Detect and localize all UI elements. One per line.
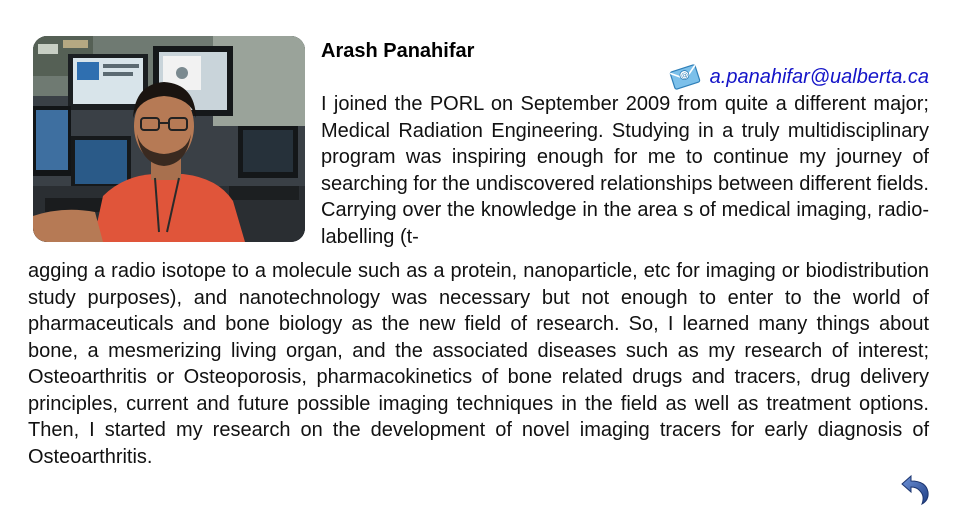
return-arrow-icon[interactable] bbox=[898, 474, 932, 506]
bio-paragraph-bottom: agging a radio isotope to a molecule such as a protein, nanoparticle, etc for imaging or biodistribution study purposes), and nanotechnology was necessary but not enough to enter to the world of pharmaceuticals and bone biology as the new field of research. So, I learned many things about bone, a mesmerizing living organ, and the associated diseases such as my research of interest; Osteoarthritis or Osteoporosis, pharmacokinetics of bone related drugs and tracers, drug delivery principles, current and future possible imaging techniques in the field as well as treatment options. Then, I started my research on the development of novel imaging tracers for early diagnosis of Osteoarthritis. bbox=[28, 260, 929, 468]
svg-text:@: @ bbox=[679, 70, 689, 81]
bio-paragraph-top: I joined the PORL on September 2009 from quite a different major; Medical Radiation Engineering. Studying in a truly multidisciplinary program was inspiring enough for me to continue my journey of searching for the undiscovered relationships between different fields. Carrying over the knowledge in the area s of medical imaging, radio-labelling (t- bbox=[321, 93, 929, 248]
profile-photo bbox=[33, 36, 305, 242]
email-link[interactable]: a.panahifar@ualberta.ca bbox=[709, 65, 929, 88]
email-envelope-icon bbox=[668, 62, 702, 92]
person-name: Arash Panahifar bbox=[321, 40, 475, 62]
email-row bbox=[668, 62, 929, 92]
